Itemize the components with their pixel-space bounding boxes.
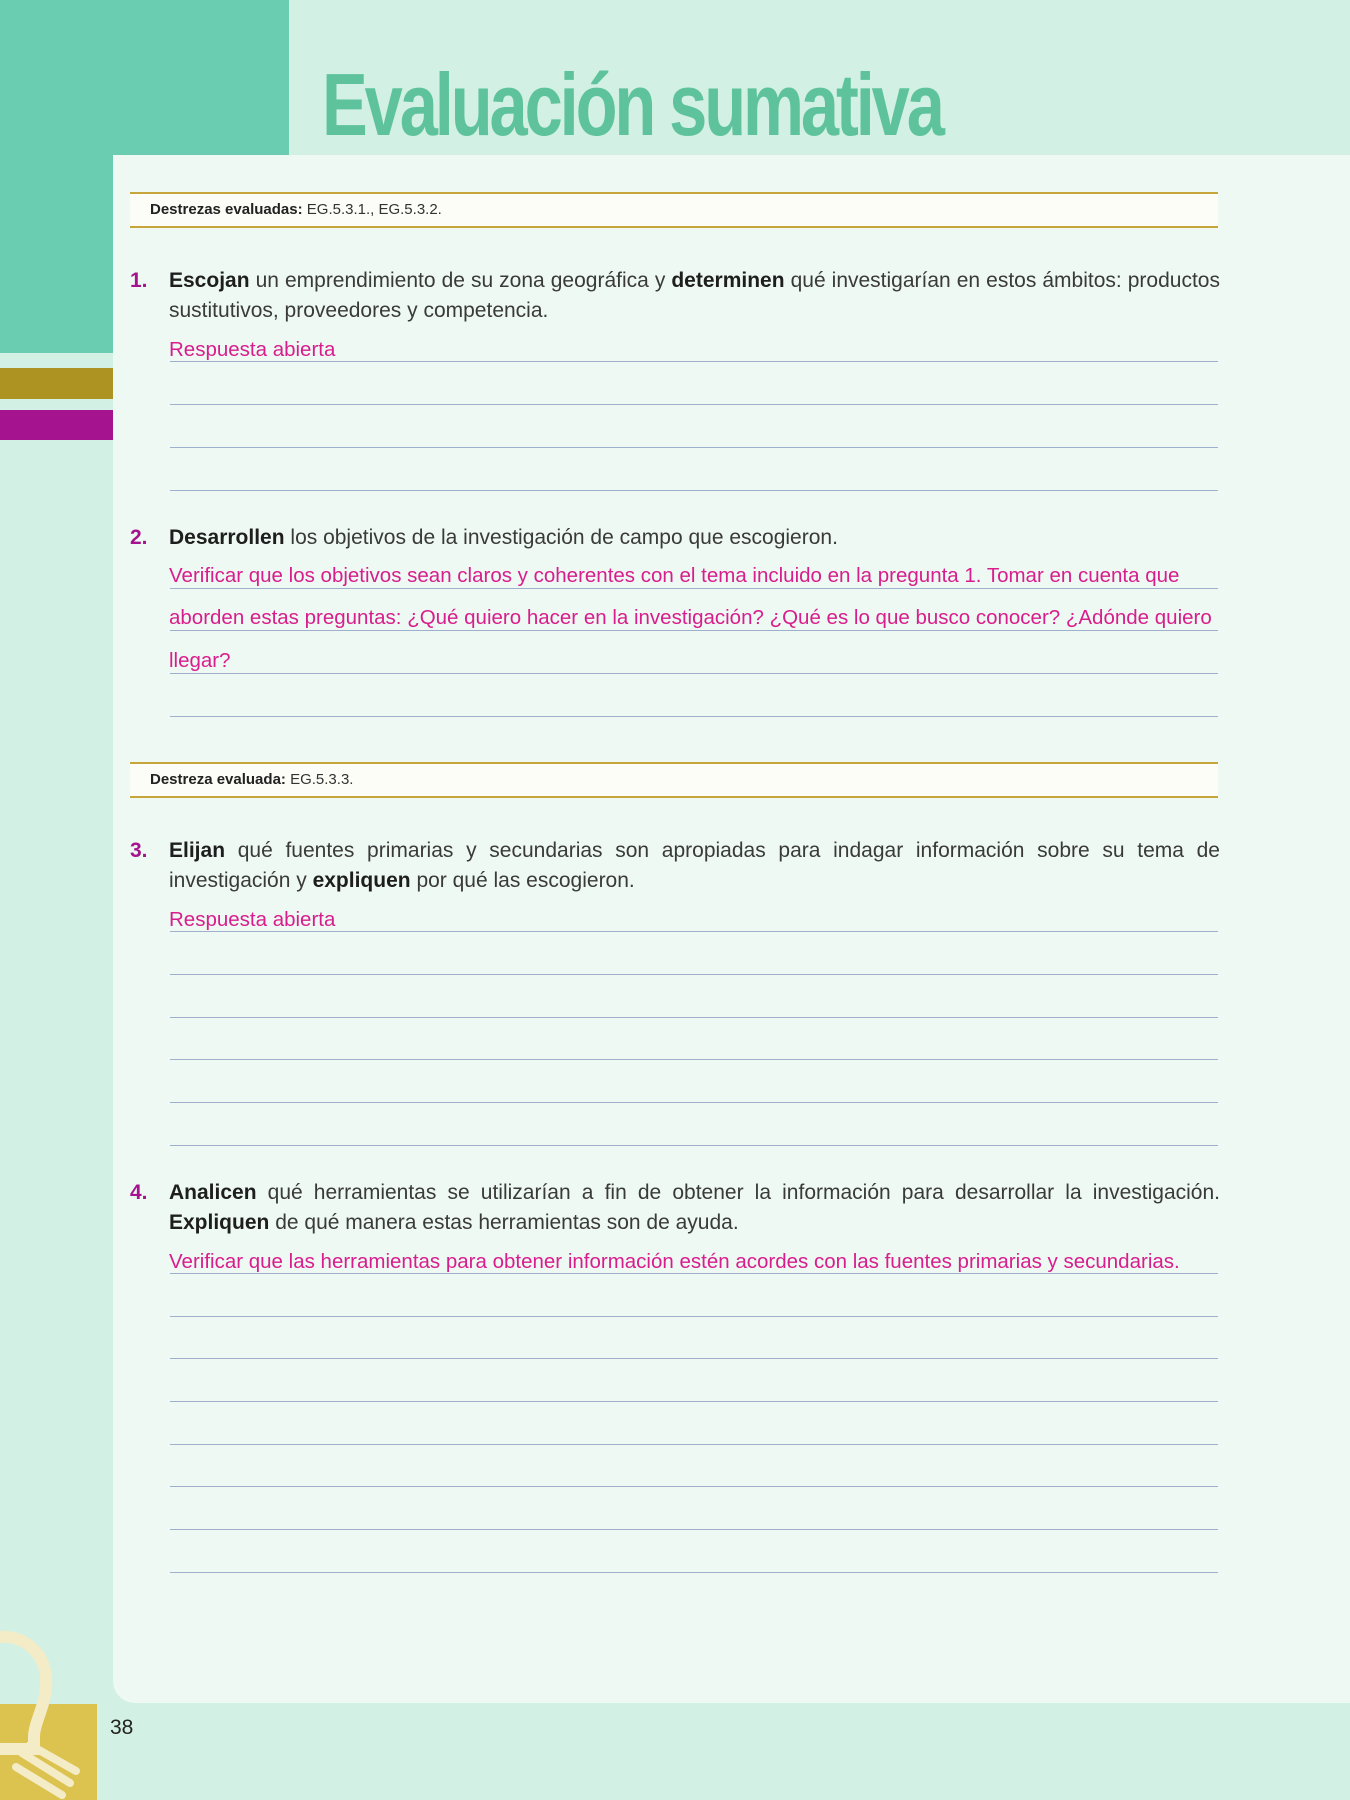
question-verb: determinen xyxy=(671,269,785,292)
answer-text: aborden estas preguntas: ¿Qué quiero hacer en la investigación? ¿Qué es lo que busco conocer? ¿Adónde quiero xyxy=(169,606,1212,629)
question-text xyxy=(169,266,1220,326)
page-title: Evaluación sumativa xyxy=(322,55,942,154)
question-verb: Escojan xyxy=(169,269,250,292)
answer-line[interactable] xyxy=(170,1316,1218,1317)
answer-line[interactable] xyxy=(170,588,1218,589)
question-text xyxy=(169,1178,1220,1238)
question-number: 1. xyxy=(130,269,148,292)
answer-line[interactable] xyxy=(170,1102,1218,1103)
answer-line[interactable] xyxy=(170,1017,1218,1018)
question-text-part: por qué las escogieron. xyxy=(410,869,635,892)
answer-text: Verificar que las herramientas para obtener información estén acordes con las fuentes primarias y secundarias. xyxy=(169,1250,1180,1273)
question-4 xyxy=(130,1178,1220,1238)
answer-line[interactable] xyxy=(170,673,1218,674)
answer-line[interactable] xyxy=(170,1358,1218,1359)
answer-line[interactable] xyxy=(170,447,1218,448)
skills-label: Destreza evaluada: xyxy=(150,771,286,788)
skills-bar-2 xyxy=(130,762,1218,798)
skills-codes: EG.5.3.3. xyxy=(290,771,354,788)
question-text-part: de qué manera estas herramientas son de ayuda. xyxy=(269,1211,739,1234)
gold-decorative-stripe xyxy=(0,368,113,399)
answer-line[interactable] xyxy=(170,931,1218,932)
answer-line[interactable] xyxy=(170,1145,1218,1146)
skills-label: Destrezas evaluadas: xyxy=(150,201,303,218)
answer-line[interactable] xyxy=(170,1273,1218,1274)
question-text-part: un emprendimiento de su zona geográfica y xyxy=(249,269,672,292)
answer-text: Verificar que los objetivos sean claros y coherentes con el tema incluido en la pregunta 1. Tomar en cuenta que xyxy=(169,564,1180,587)
answer-line[interactable] xyxy=(170,1401,1218,1402)
question-verb: Elijan xyxy=(169,839,226,862)
answer-line[interactable] xyxy=(170,974,1218,975)
question-text-part: qué investigarían en estos ámbitos: productos sustitutivos, proveedores y competencia. xyxy=(169,269,1220,322)
answer-line[interactable] xyxy=(170,361,1218,362)
answer-line[interactable] xyxy=(170,1444,1218,1445)
question-text xyxy=(169,836,1220,896)
answer-line[interactable] xyxy=(170,1486,1218,1487)
question-3 xyxy=(130,836,1220,896)
skills-codes: EG.5.3.1., EG.5.3.2. xyxy=(306,201,442,218)
question-text xyxy=(169,523,1220,553)
lightbulb-icon xyxy=(0,1625,100,1800)
question-1 xyxy=(130,266,1220,326)
question-text-part: los objetivos de la investigación de campo que escogieron. xyxy=(284,526,838,549)
answer-line[interactable] xyxy=(170,404,1218,405)
question-number: 2. xyxy=(130,526,148,549)
answer-line[interactable] xyxy=(170,490,1218,491)
question-verb: Expliquen xyxy=(169,1211,270,1234)
page-number: 38 xyxy=(110,1716,134,1739)
question-verb: Analicen xyxy=(169,1181,257,1204)
question-text-part: qué fuentes primarias y secundarias son apropiadas para indagar información sobre su tema de investigación y xyxy=(169,839,1220,892)
answer-text: Respuesta abierta xyxy=(169,338,336,361)
question-2 xyxy=(130,523,1220,553)
answer-text: Respuesta abierta xyxy=(169,908,336,931)
answer-line[interactable] xyxy=(170,630,1218,631)
answer-line[interactable] xyxy=(170,1059,1218,1060)
question-verb: Desarrollen xyxy=(169,526,285,549)
answer-line[interactable] xyxy=(170,716,1218,717)
question-number: 4. xyxy=(130,1181,148,1204)
question-verb: expliquen xyxy=(312,869,411,892)
question-text-part: qué herramientas se utilizarían a fin de obtener la información para desarrollar la investigación. xyxy=(256,1181,1220,1204)
question-number: 3. xyxy=(130,839,148,862)
answer-text: llegar? xyxy=(169,649,231,672)
magenta-decorative-stripe xyxy=(0,410,113,440)
skills-bar-1 xyxy=(130,192,1218,228)
answer-line[interactable] xyxy=(170,1572,1218,1573)
answer-line[interactable] xyxy=(170,1529,1218,1530)
